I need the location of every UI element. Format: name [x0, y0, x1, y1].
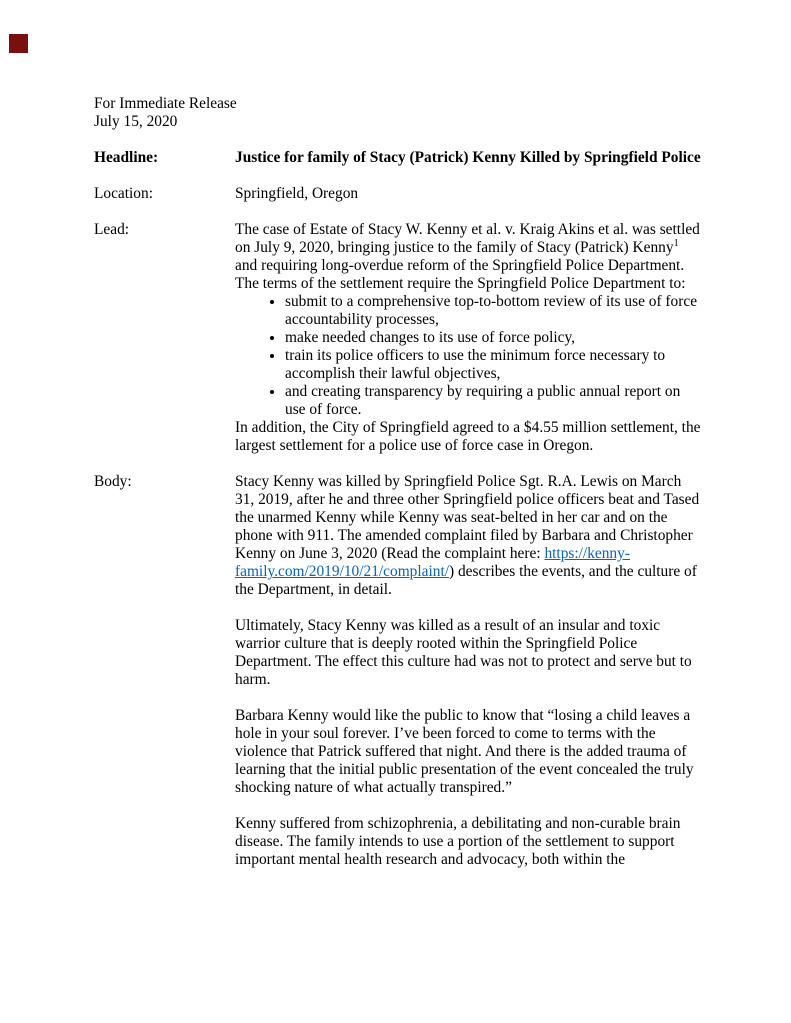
headline-row: [94, 149, 702, 167]
date-block: [94, 95, 702, 131]
complaint-link[interactable]: https://kenny-family.com/2019/10/21/complaint/: [235, 545, 630, 580]
location-row: [94, 185, 702, 203]
date-line: July 15, 2020: [94, 113, 178, 130]
body-paragraph-4: Kenny suffered from schizophrenia, a debilitating and non-curable brain disease. The family intends to use a portion of the settlement to support important mental health research and advocacy, both within the: [235, 815, 681, 868]
lead-label: Lead:: [94, 221, 130, 238]
lead-intro: [235, 221, 702, 293]
body-p1-after-link: ) describes the events, and the culture of the Department, in detail.: [235, 563, 697, 598]
lead-intro-before: The case of Estate of Stacy W. Kenny et al. v. Kraig Akins et al. was settled on July 9, 2020, bringing justice to the family of Stacy (Patrick) Kenny: [235, 221, 700, 256]
body-content: [235, 473, 702, 869]
body-p1-before-link: Stacy Kenny was killed by Springfield Police Sgt. R.A. Lewis on March 31, 2019, after he and three other Springfield police officers beat and Tased the unarmed Kenny while Kenny was seat-belted in her car and on the phone with 911. The amended complaint filed by Barbara and Christopher Kenny on June 3, 2020 (Read the complaint here:: [235, 473, 700, 562]
footnote-reference: 1: [673, 237, 679, 249]
location-text: Springfield, Oregon: [235, 185, 359, 202]
headline-label: Headline:: [94, 149, 159, 166]
lead-row: [94, 221, 702, 455]
lead-content: [235, 221, 702, 455]
document-content: [94, 95, 702, 887]
lead-intro-after: and requiring long-overdue reform of the Springfield Police Department. The terms of the settlement require the Springfield Police Department to:: [235, 257, 686, 292]
settlement-terms-list: [235, 293, 702, 419]
body-paragraph-3: Barbara Kenny would like the public to know that “losing a child leaves a hole in your soul forever. I’ve been forced to come to terms with the violence that Patrick suffered that night. And there is the added trauma of learning that the initial public presentation of the event concealed the truly shocking nature of what actually transpired.”: [235, 707, 694, 796]
settlement-term-item: • and creating transparency by requiring a public annual report on use of force.: [285, 383, 702, 419]
body-row: [94, 473, 702, 869]
location-label: Location:: [94, 185, 153, 202]
lead-closing: In addition, the City of Springfield agreed to a $4.55 million settlement, the largest settlement for a police use of force case in Oregon.: [235, 419, 701, 454]
settlement-term-item: • train its police officers to use the minimum force necessary to accomplish their lawful objectives,: [285, 347, 702, 383]
body-paragraph-1: [235, 473, 702, 599]
body-paragraph-2: Ultimately, Stacy Kenny was killed as a result of an insular and toxic warrior culture that is deeply rooted within the Springfield Police Department. The effect this culture had was not to protect and serve but to harm.: [235, 617, 692, 688]
red-marker-square: [9, 34, 28, 53]
settlement-term-item: • make needed changes to its use of force policy,: [285, 329, 702, 347]
headline-text: Justice for family of Stacy (Patrick) Kenny Killed by Springfield Police: [235, 149, 701, 166]
release-line: For Immediate Release: [94, 95, 237, 112]
settlement-term-item: • submit to a comprehensive top-to-bottom review of its use of force accountability processes,: [285, 293, 702, 329]
body-label: Body:: [94, 473, 132, 490]
